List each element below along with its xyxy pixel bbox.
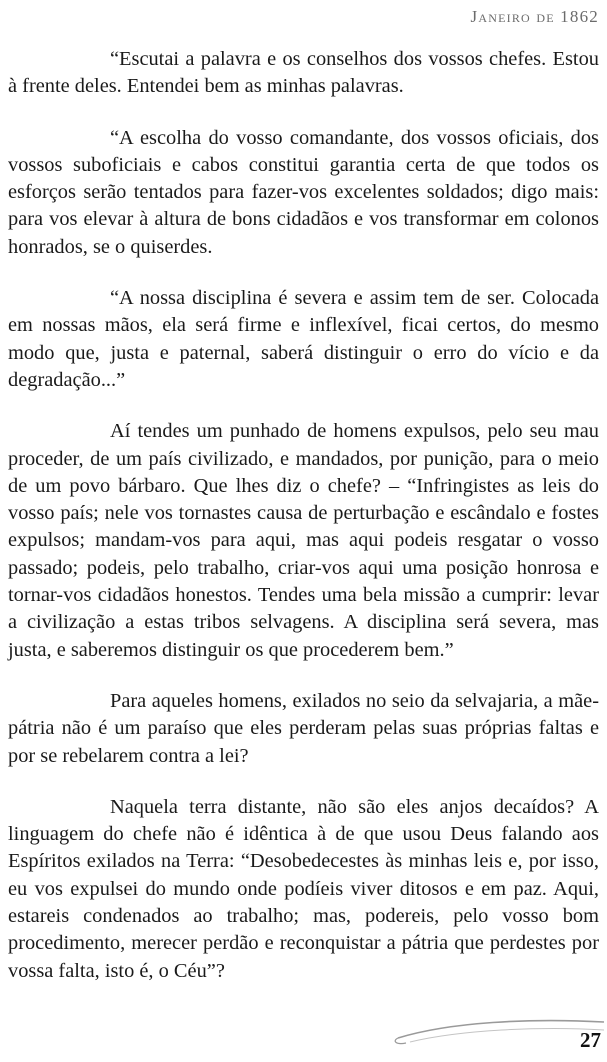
paragraph: Aí tendes um punhado de homens expulsos, pelo seu mau proceder, de um país civilizado, e mandados, por punição, para o meio de um povo bárbaro. Que lhes diz o chefe? – “Infringistes as leis do vosso país; nele vos tornastes causa de perturbação e escândalo e fostes expulsos; mandam-vos para aqui, mas aqui podeis resgatar o vosso passado; podeis, pelo trabalho, criar-vos aqui uma posição honrosa e tornar-vos cidadãos honestos. Tendes uma bela missão a cumprir: levar a civilização a estas tribos selvagens. A disciplina será severa, mas justa, e saberemos distinguir os que procederem bem.” [8,420,599,661]
paragraph: Para aqueles homens, exilados no seio da selvajaria, a mãe-pátria não é um paraíso que eles perderam pelas suas próprias faltas e por se rebelarem contra a lei? [8,689,599,767]
page-body [8,46,599,1009]
paragraph: Naquela terra distante, não são eles anjos decaídos? A linguagem do chefe não é idêntica à de que usou Deus falando aos Espíritos exilados na Terra: “Desobedecestes às minhas leis e, por isso, eu vos expulsei do mundo onde podíeis viver ditosos e em paz. Aqui, estareis condenados ao trabalho; mas, podereis, pelo vosso bom procedimento, merecer perdão e reconquistar a pátria que perdestes por vossa falta, isto é, o Céu”? [8,795,599,982]
paragraph: “A escolha do vosso comandante, dos vossos oficiais, dos vossos suboficiais e cabos constitui garantia certa de que todos os esforços serão tentados para fazer-vos excelentes soldados; digo mais: para vos elevar à altura de bons cidadãos e vos transformar em colonos honrados, se o quiserdes. [8,126,599,258]
paragraph: “Escutai a palavra e os conselhos dos vossos chefes. Estou à frente deles. Entendei bem as minhas palavras. [8,48,599,98]
paragraph: “A nossa disciplina é severa e assim tem de ser. Colocada em nossas mãos, ela será firme e inflexível, ficai certos, do mesmo modo que, justa e paternal, saberá distinguir o erro do vício e da degradação...” [8,287,599,391]
decorative-swash-icon [380,1012,607,1062]
page-footer [380,1012,607,1062]
running-header: Janeiro de 1862 [470,7,599,26]
page-number: 27 [580,1028,601,1052]
